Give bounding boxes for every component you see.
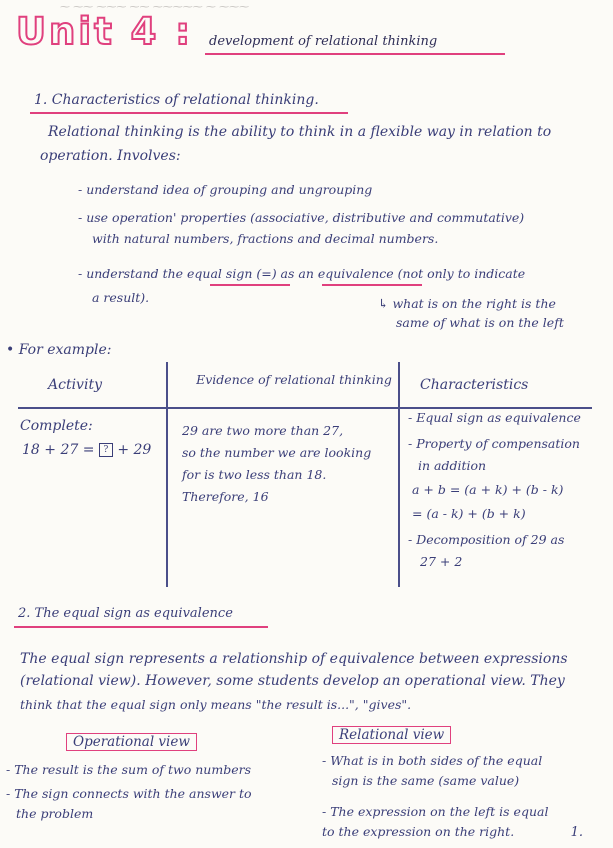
char-line-1: - Equal sign as equivalence: [408, 410, 581, 425]
table-divider-2: [398, 362, 400, 587]
evidence-line-1: 29 are two more than 27,: [182, 423, 344, 438]
operational-view-title: Operational view: [66, 733, 197, 751]
bullet-grouping: - understand idea of grouping and ungrouping: [78, 182, 373, 197]
topic-underline: [205, 53, 505, 55]
char-line-3: in addition: [418, 458, 487, 473]
section2-para-3: think that the equal sign only means "the result is...", "gives".: [20, 697, 412, 712]
relational-item-4: to the expression on the right.: [322, 824, 515, 839]
header-characteristics: Characteristics: [420, 377, 529, 393]
evidence-line-2: so the number we are looking: [182, 445, 372, 460]
unknown-box: ?: [99, 443, 113, 457]
char-line-2: - Property of compensation: [408, 436, 580, 451]
relational-item-2: sign is the same (same value): [332, 773, 520, 788]
note-right-line-1: ↳ what is on the right is the: [378, 296, 556, 311]
equal-sign-underline: [210, 284, 290, 286]
page-number: 1.: [570, 825, 583, 840]
char-line-4: a + b = (a + k) + (b - k): [412, 482, 564, 497]
section1-heading: 1. Characteristics of relational thinking.: [34, 92, 319, 108]
unit-topic: development of relational thinking: [209, 34, 438, 49]
relational-item-3: - The expression on the left is equal: [322, 804, 549, 819]
example-label: • For example:: [6, 342, 112, 358]
operational-item-2: - The sign connects with the answer to: [6, 786, 252, 801]
header-evidence: Evidence of relational thinking: [196, 372, 392, 387]
char-line-6: - Decomposition of 29 as: [408, 532, 565, 547]
section2-underline: [14, 626, 268, 628]
bullet-equal-sign: - understand the equal sign (=) as an equivalence (not only to indicate: [78, 266, 526, 281]
operational-item-1: - The result is the sum of two numbers: [6, 762, 252, 777]
table-divider-1: [166, 362, 168, 587]
header-activity: Activity: [48, 377, 102, 393]
activity-complete: Complete:: [20, 418, 93, 434]
relational-item-1: - What is in both sides of the equal: [322, 753, 543, 768]
bullet-equal-sign-cont: a result).: [92, 290, 150, 305]
unit-title: Unit 4 :: [16, 10, 194, 53]
evidence-line-4: Therefore, 16: [182, 489, 269, 504]
intro-line-2: operation. Involves:: [40, 148, 181, 164]
intro-line-1: Relational thinking is the ability to think in a flexible way in relation to: [48, 124, 552, 140]
table-header-rule: [18, 407, 592, 409]
char-line-7: 27 + 2: [420, 554, 463, 569]
bullet-properties: - use operation' properties (associative, distributive and commutative): [78, 210, 525, 225]
char-line-5: = (a - k) + (b + k): [412, 506, 526, 521]
equivalence-underline: [322, 284, 422, 286]
activity-equation: 18 + 27 = ? + 29: [22, 442, 152, 458]
note-right-line-2: same of what is on the left: [396, 315, 564, 330]
operational-item-3: the problem: [16, 806, 94, 821]
bullet-properties-cont: with natural numbers, fractions and decimal numbers.: [92, 231, 439, 246]
section2-para-2: (relational view). However, some students develop an operational view. They: [20, 673, 565, 689]
section2-heading: 2. The equal sign as equivalence: [18, 606, 233, 621]
evidence-line-3: for is two less than 18.: [182, 467, 327, 482]
section2-para-1: The equal sign represents a relationship of equivalence between expressions: [20, 651, 568, 667]
section1-underline: [30, 112, 348, 114]
relational-view-title: Relational view: [332, 726, 451, 744]
bleed-through: ⁓ ⁓⁓ ⁓⁓⁓ ⁓⁓ ⁓⁓⁓⁓⁓ ⁓ ⁓⁓⁓: [60, 2, 250, 13]
